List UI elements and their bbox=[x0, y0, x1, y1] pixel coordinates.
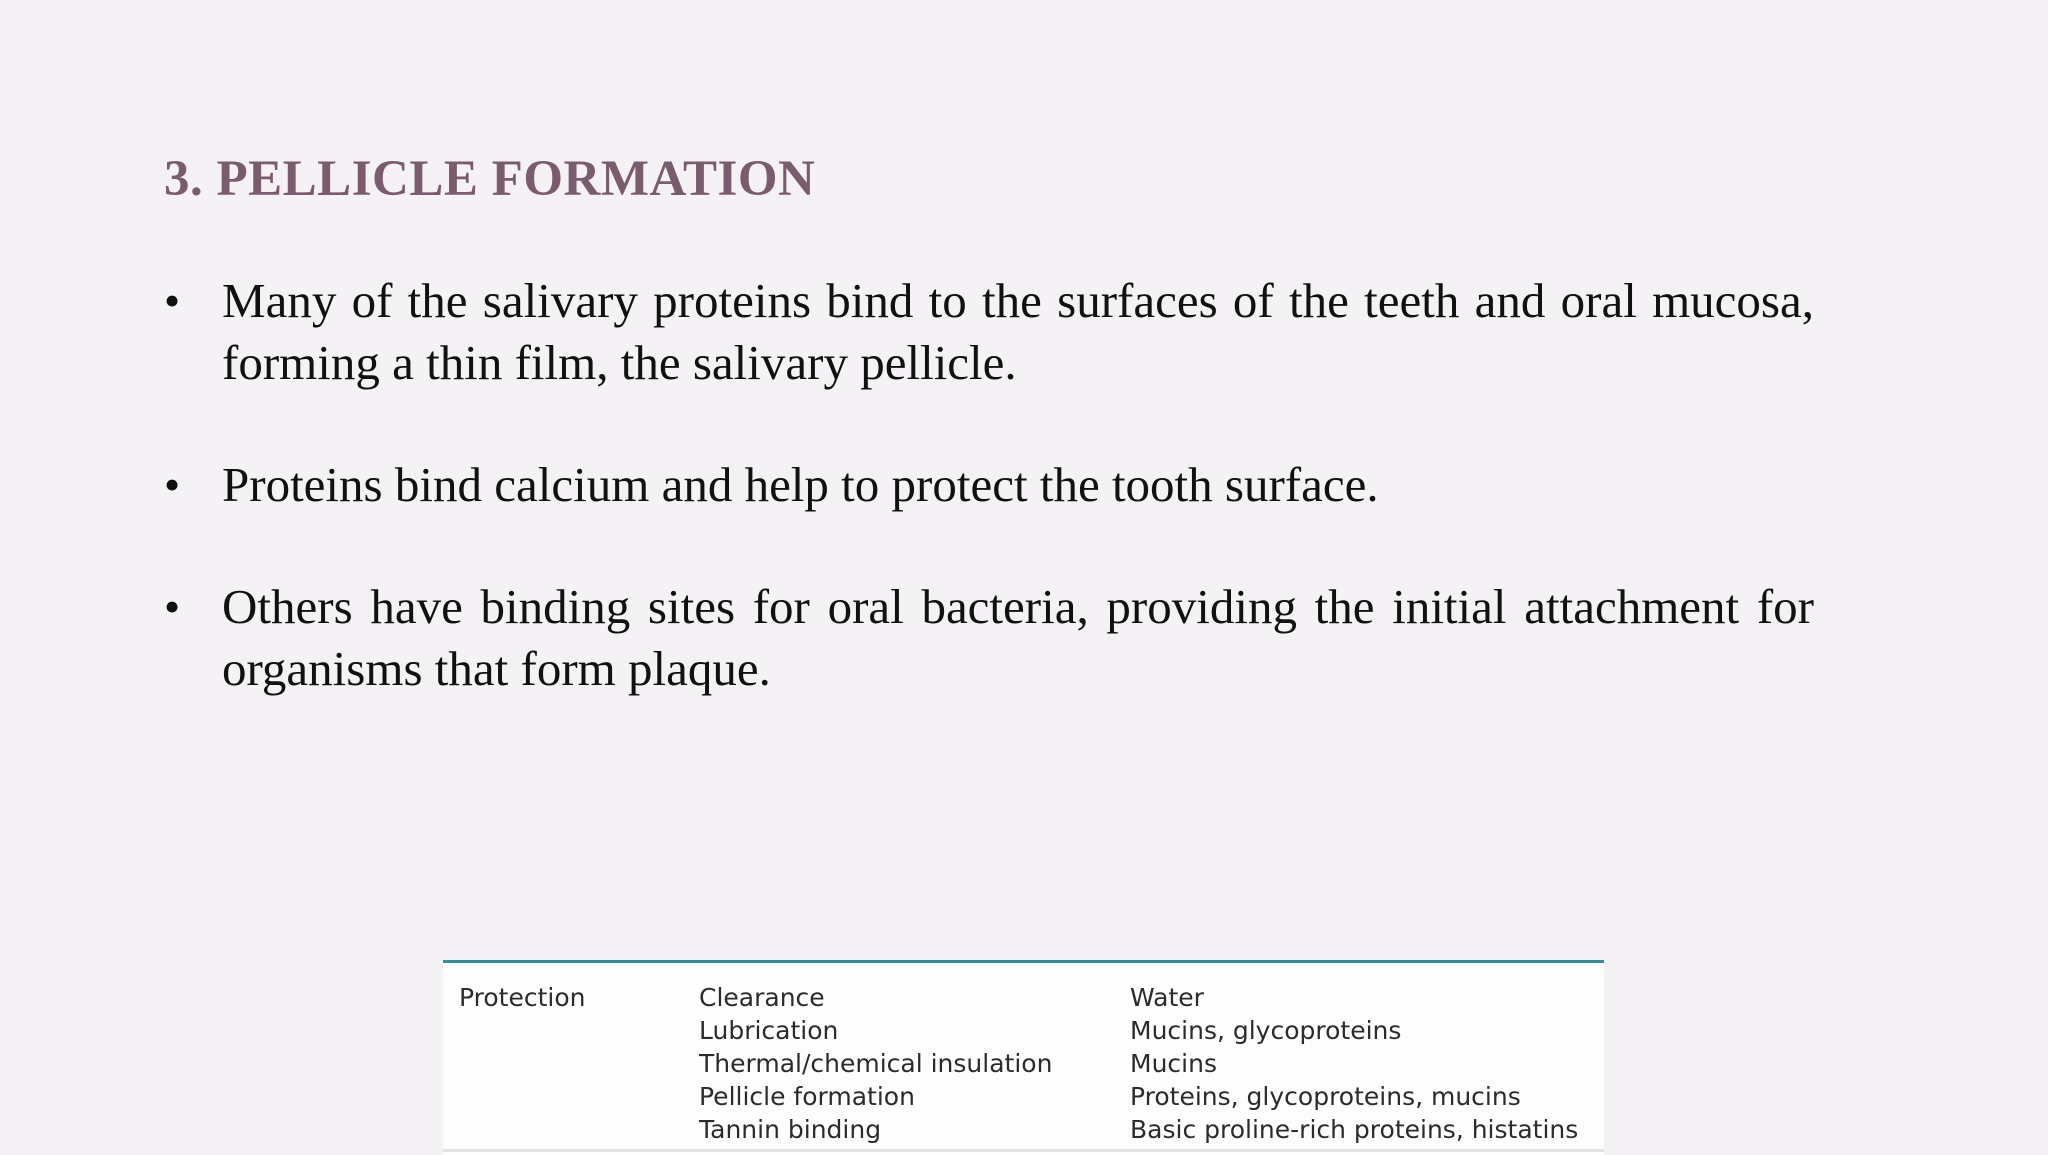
table-function-cell: Pellicle formation bbox=[699, 1082, 915, 1111]
slide-title: 3. PELLICLE FORMATION bbox=[164, 151, 816, 207]
table-function-cell: Clearance bbox=[699, 983, 825, 1012]
table-component-cell: Basic proline-rich proteins, histatins bbox=[1130, 1115, 1579, 1144]
bullet-marker: • bbox=[164, 581, 181, 632]
bullet-item bbox=[164, 454, 1814, 516]
bullet-text: Many of the salivary proteins bind to the surfaces of the teeth and oral mucosa, forming a thin film, the salivary pellicle. bbox=[222, 273, 1814, 390]
bullet-item bbox=[164, 270, 1814, 394]
saliva-functions-table bbox=[443, 960, 1604, 1155]
table-component-cell: Mucins bbox=[1130, 1049, 1217, 1078]
table-component-cell: Proteins, glycoproteins, mucins bbox=[1130, 1082, 1521, 1111]
bullet-item bbox=[164, 576, 1814, 700]
bullet-text: Others have binding sites for oral bacteria, providing the initial attachment for organisms that form plaque. bbox=[222, 579, 1814, 696]
table-category-column bbox=[459, 981, 585, 1014]
table-function-cell: Tannin binding bbox=[699, 1115, 882, 1144]
table-function-column bbox=[699, 981, 1052, 1146]
table-component-column bbox=[1130, 981, 1578, 1146]
table-component-cell: Water bbox=[1130, 983, 1204, 1012]
bullet-marker: • bbox=[164, 275, 181, 326]
table-function-cell: Thermal/chemical insulation bbox=[699, 1049, 1053, 1078]
table-function-cell: Lubrication bbox=[699, 1016, 839, 1045]
table-category-cell: Protection bbox=[459, 983, 586, 1012]
bullet-marker: • bbox=[164, 459, 181, 510]
bullet-text: Proteins bind calcium and help to protect the tooth surface. bbox=[222, 457, 1379, 512]
table-component-cell: Mucins, glycoproteins bbox=[1130, 1016, 1402, 1045]
